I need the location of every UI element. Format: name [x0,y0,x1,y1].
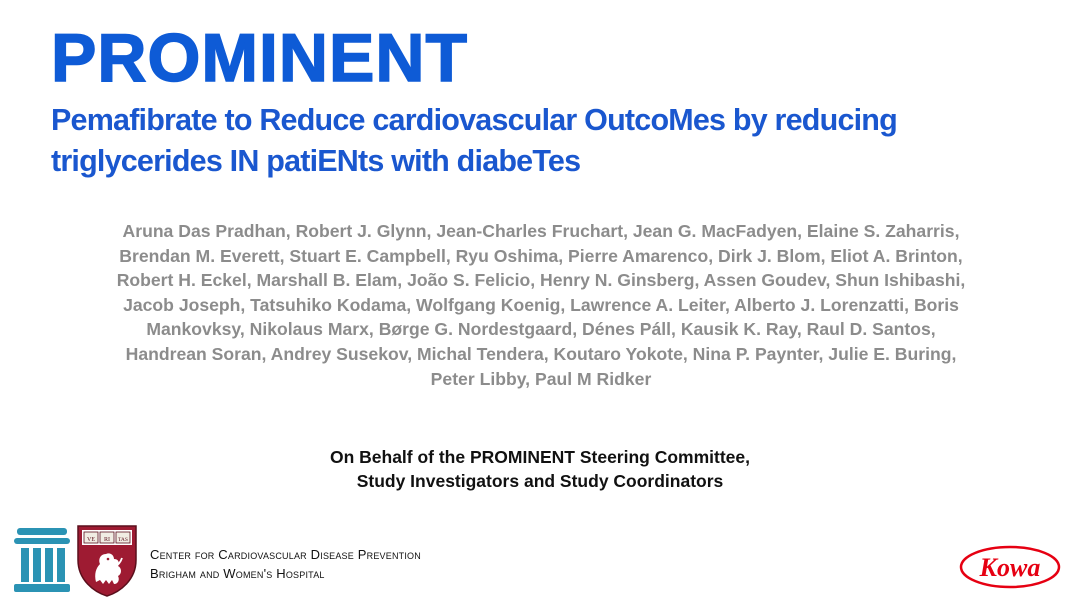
shield-text-ve: VE [87,537,95,543]
shield-text-ri: RI [104,537,110,543]
institution-line-2: Brigham and Women's Hospital [150,566,325,581]
on-behalf-line-2: Study Investigators and Study Coordinators [356,471,724,491]
institution-name [150,545,421,583]
slide-subtitle: Pemafibrate to Reduce cardiovascular OutcoMes by reducing triglycerides IN patiENts with diabeTes [51,103,897,178]
harvard-shield-logo [76,524,138,598]
kowa-logo [958,540,1062,594]
shield-text-tas: TAS [118,537,128,543]
institution-line-1: Center for Cardiovascular Disease Prevention [150,547,421,562]
author-list: Aruna Das Pradhan, Robert J. Glynn, Jean-Charles Fruchart, Jean G. MacFadyen, Elaine S. Zaharris, Brendan M. Everett, Stuart E. Campbell, Ryu Oshima, Pierre Amarenco, Dirk J. Blom, Eliot A. Brinton, Robert H. Eckel, Marshall B. Elam, João S. Felicio, Henry N. Ginsberg, Assen Goudev, Shun Ishibashi, Jacob Joseph, Tatsuhiko Kodama, Wolfgang Koenig, Lawrence A. Leiter, Alberto J. Lorenzatti, Boris Mankovksy, Nikolaus Marx, Børge G. Nordestgaard, Dénes Páll, Kausik K. Ray, Raul D. Santos, Handrean Soran, Andrey Susekov, Michal Tendera, Koutaro Yokote, Nina P. Paynter, Julie E. Buring, Peter Libby, Paul M Ridker [116,221,966,389]
kowa-logo-text: Kowa [979,553,1041,582]
on-behalf-statement [200,445,880,493]
brigham-pillars-logo [14,526,70,594]
slide-title: PROMINENT [51,20,468,96]
on-behalf-line-1: On Behalf of the PROMINENT Steering Committee, [329,447,751,467]
